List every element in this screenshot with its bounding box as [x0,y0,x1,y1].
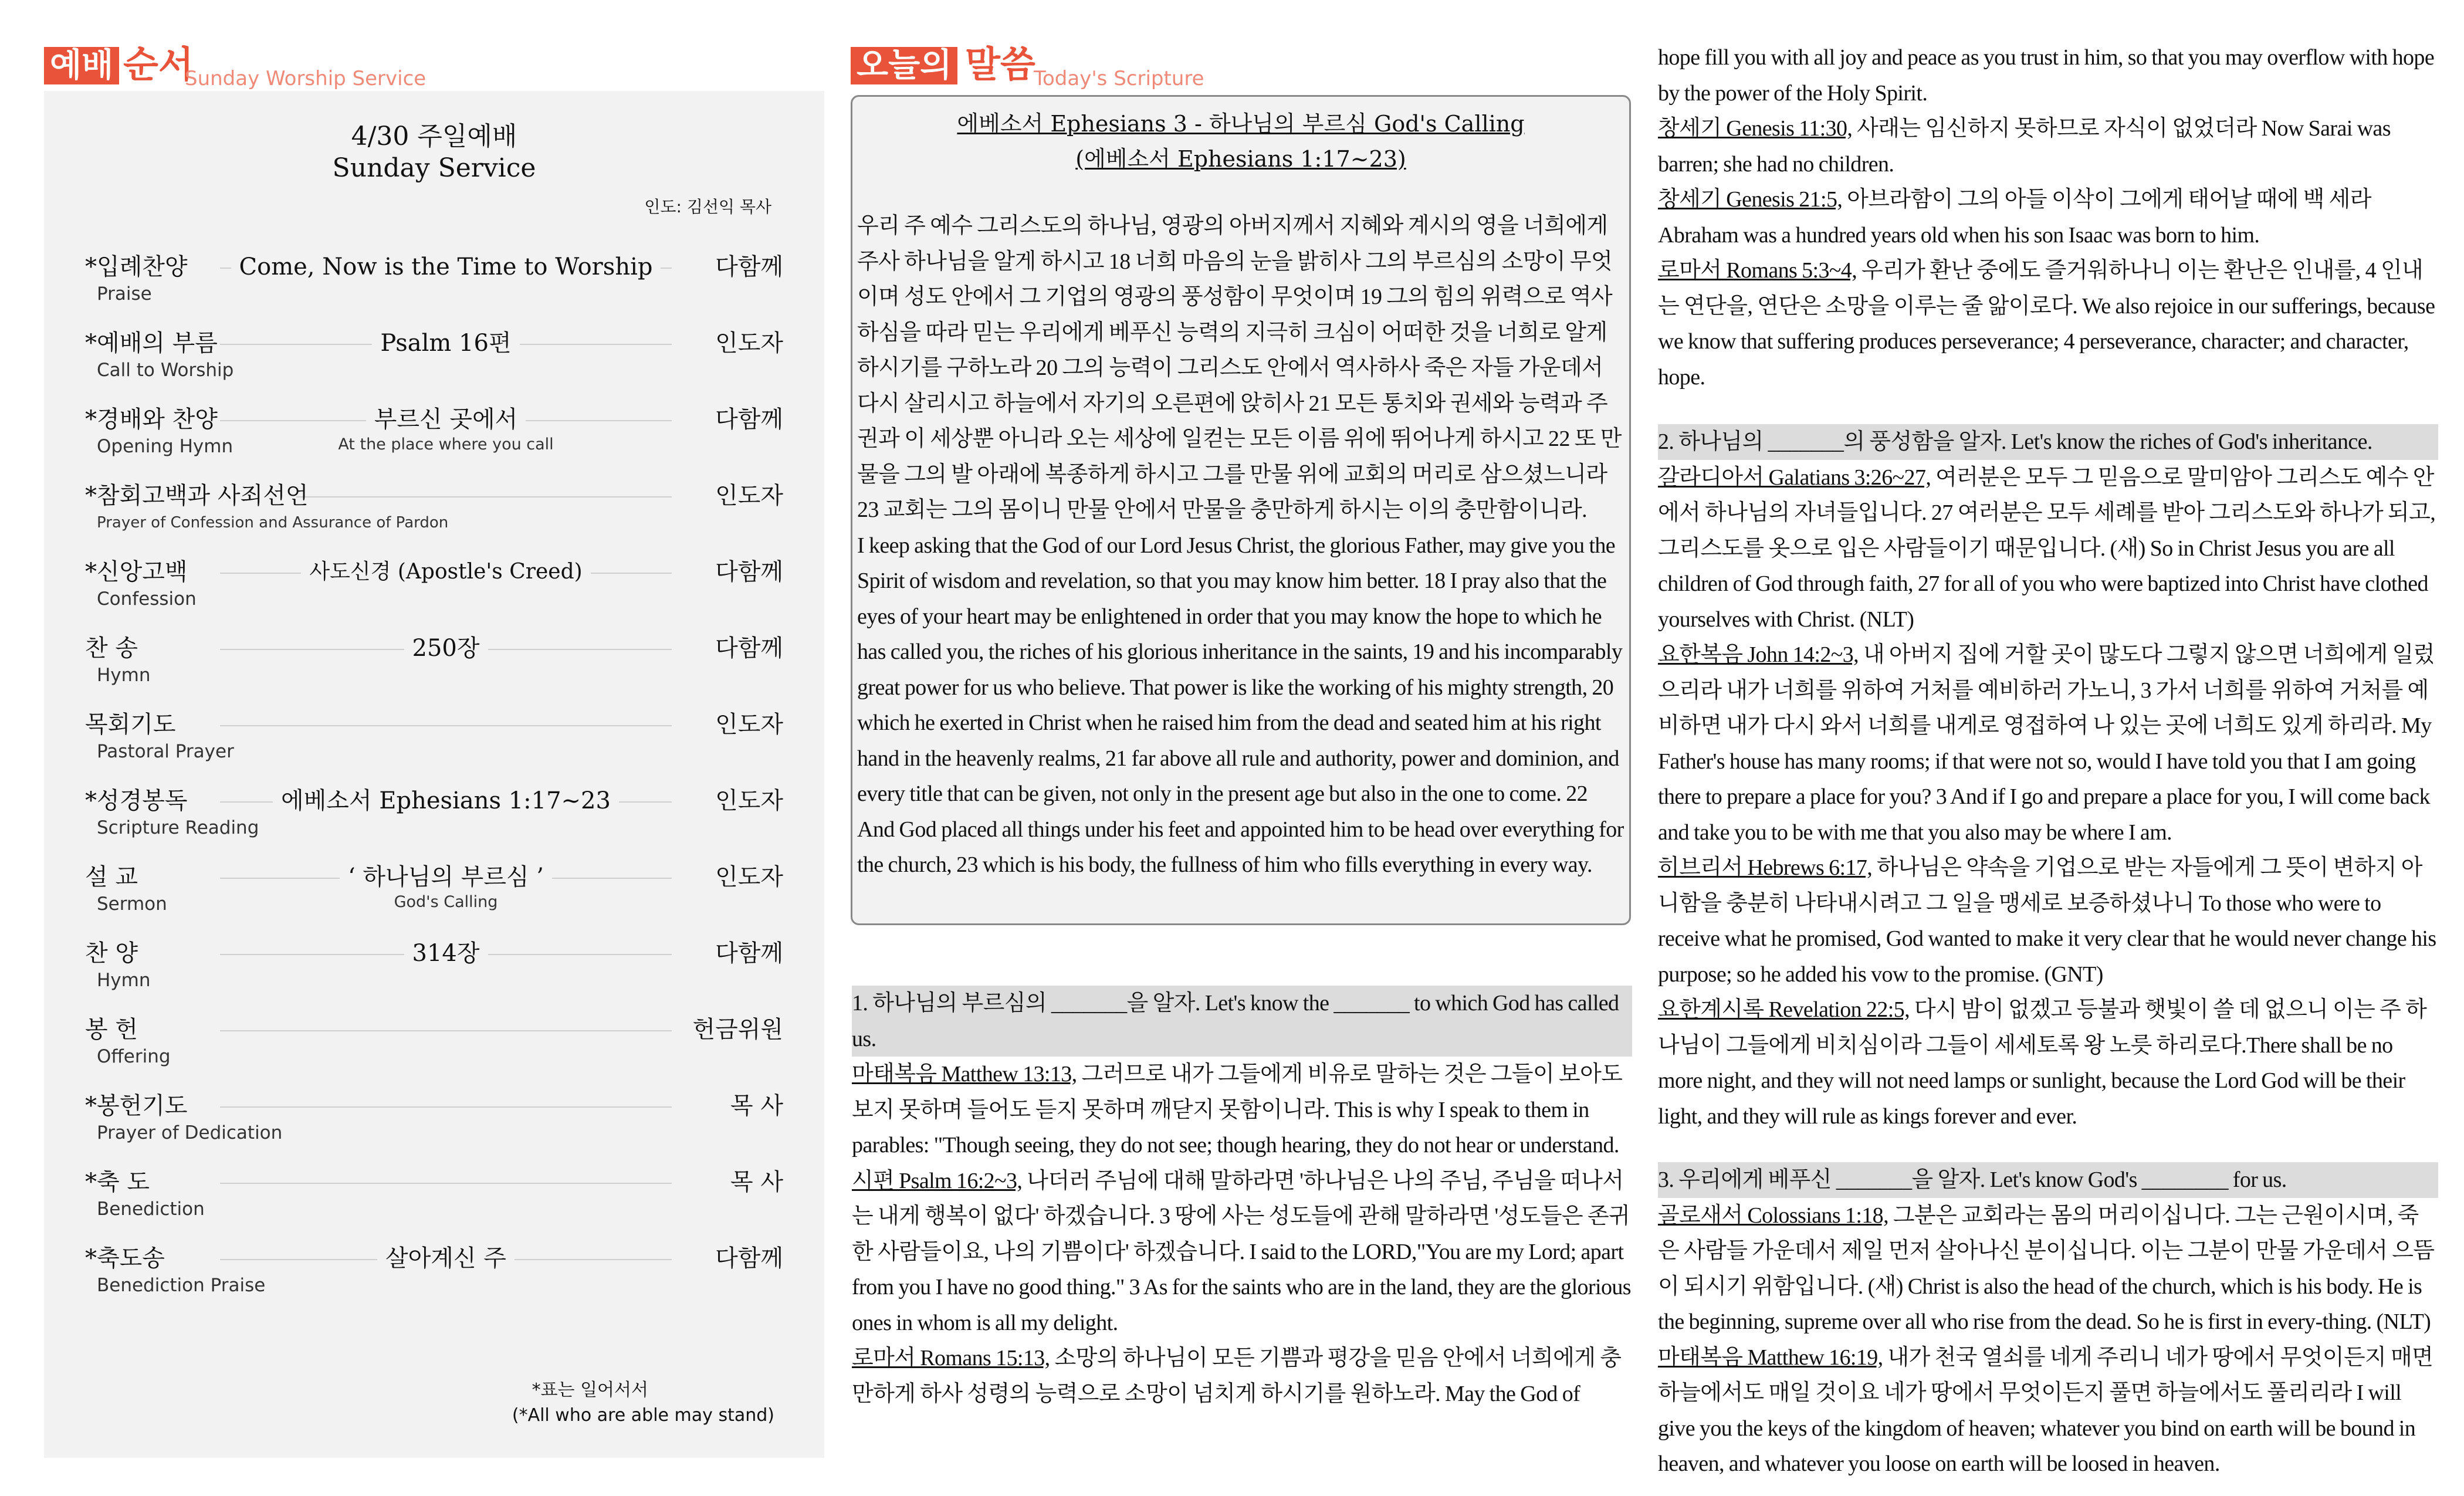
order-item-ko: 설 교 [85,864,138,891]
order-item-en: Call to Worship [97,360,234,381]
reference-label: 요한계시록 Revelation 22:5, [1658,997,1910,1022]
sermon-point-2: 2. 하나님의 _______의 풍성함을 알자. Let's know the riches of God's inheritance. [1658,424,2438,460]
order-item-who: 목 사 [730,1092,783,1119]
order-item-ko: 목회기도 [85,711,176,738]
order-item-opening-hymn [85,405,783,475]
standing-note-en: (*All who are able may stand) [512,1405,774,1426]
sermon-points-part1 [852,986,1632,1412]
sermon-points-part2 [1658,40,2438,1482]
order-item-who: 헌금위원 [692,1016,783,1043]
order-item-benediction [85,1167,783,1238]
order-item-detail: 살아계신 주 [377,1245,515,1272]
worship-order-panel [44,91,824,1458]
order-item-creed [85,557,783,628]
order-item-en: Confession [97,588,197,610]
verse-heading: 에베소서 Ephesians 3 - 하나님의 부르심 God's Calling [957,111,1525,137]
order-item-hymn-250 [85,634,783,704]
order-item-ko: *경배와 찬양 [85,406,218,433]
reference-text: 그분은 교회라는 몸의 머리이십니다. 그는 근원이시며, 죽은 사람들 가운데서 제일 먼저 살아나신 분이십니다. 이는 그분이 만물 가운데서 으뜸이 되시기 위함입니다. (새) Christ is also the head of the church, which is his body. He is the beginning, supreme over all who rise from the dead. So he is first in every-thing. (NLT) [1658,1203,2435,1334]
reference-romans-5 [1658,253,2438,395]
verse-body [857,208,1626,883]
order-item-detail: 부르신 곳에서 [366,406,526,433]
reference-colossians-1 [1658,1198,2438,1340]
order-item-hymn-314 [85,939,783,1009]
standing-note-ko: *표는 일어서서 [532,1380,648,1400]
order-item-en: Prayer of Confession and Assurance of Pardon [97,514,449,532]
order-item-ko: 봉 헌 [85,1016,138,1043]
leader-label: 인도: 김선익 목사 [644,197,771,216]
order-item-who: 다함께 [715,940,783,967]
order-item-who: 다함께 [715,635,783,662]
order-item-who: 인도자 [715,330,783,357]
reference-genesis-11 [1658,111,2438,182]
order-item-detail: Psalm 16편 [372,330,519,357]
order-item-ko: *축도송 [85,1245,165,1272]
order-item-detail: 250장 [404,635,488,662]
order-item-who: 다함께 [715,253,783,280]
worship-tag: 예배 [44,47,119,84]
order-item-praise [85,252,783,323]
reference-hebrews-6 [1658,850,2438,992]
service-date-title: 4/30 주일예배 [351,121,517,151]
order-item-who: 인도자 [715,787,783,814]
order-item-en: Opening Hymn [97,436,233,457]
order-item-who: 인도자 [715,864,783,891]
reference-label: 갈라디아서 Galatians 3:26~27, [1658,465,1931,490]
order-item-ko: 찬 송 [85,635,138,662]
reference-label: 요한복음 John 14:2~3, [1658,642,1859,667]
worship-order-header [44,41,455,88]
worship-tag-2: 순서 [123,43,194,86]
reference-label: 창세기 Genesis 11:30, [1658,116,1853,141]
order-item-detail: 314장 [404,940,488,967]
reference-label: 마태복음 Matthew 16:19, [1658,1345,1883,1370]
reference-label: 로마서 Romans 5:3~4, [1658,258,1857,283]
order-item-who: 다함께 [715,406,783,433]
reference-text: 나더러 주님에 대해 말하라면 '하나님은 나의 주님, 주님을 떠나서는 내게 행복이 없다' 하겠습니다. 3 땅에 사는 성도들에 관해 말하라면 '성도들은 존귀한 사람들이요, 나의 기쁨이다' 하겠습니다. I said to the LORD,"You are my Lord; apart from you I have no good thing." 3 As for the saints who are in the land, they are the glorious ones in whom is all my delight. [852,1168,1631,1335]
order-item-en: Benediction Praise [97,1275,266,1296]
order-item-detail: 에베소서 Ephesians 1:17~23 [273,787,619,814]
reference-text: 다시 밤이 없겠고 등불과 햇빛이 쓸 데 없으니 이는 주 하나님이 그들에게 비치심이라 그들이 세세토록 왕 노릇 하리로다.There shall be no more night, and they will not need lamps or sunlight, because the Lord God will be their light, and they will rule as kings forever and ever. [1658,997,2427,1129]
order-item-ko: *봉헌기도 [85,1092,188,1119]
order-item-ko: *신앙고백 [85,559,188,585]
reference-label: 시편 Psalm 16:2~3, [852,1168,1023,1193]
reference-text: 아브라함이 그의 아들 이삭이 그에게 태어날 때에 백 세라 Abraham was a hundred years old when his son Isaac was born to him. [1658,187,2371,248]
reference-matthew-13 [852,1057,1632,1163]
reference-revelation-22 [1658,992,2438,1134]
order-item-detail-sub: At the place where you call [338,435,554,453]
order-item-sermon [85,862,783,933]
order-item-ko: *성경봉독 [85,787,188,814]
service-title: Sunday Service [332,153,536,183]
order-item-offering [85,1015,783,1085]
order-item-en: Benediction [97,1199,205,1220]
order-item-en: Hymn [97,970,151,991]
reference-label: 창세기 Genesis 21:5, [1658,187,1843,212]
scripture-tag: 오늘의 [851,47,957,84]
order-item-ko: *입례찬양 [85,253,188,280]
sermon-point-1: 1. 하나님의 부르심의 _______을 알자. Let's know the _______ to which God has called us. [852,986,1632,1057]
main-verse-box [851,95,1631,925]
scripture-header [851,41,1320,88]
reference-galatians-3 [1658,460,2438,638]
verse-english: I keep asking that the God of our Lord Jesus Christ, the glorious Father, may give you the Spirit of wisdom and revelation, so that you may know him better. 18 I pray also that the eyes of your heart may be enlightened in order that you may know the hope to which he has called you, the riches of his glorious inheritance in the saints, 19 and his incomparably great power for us who believe. That power is like the working of his mighty strength, 20 which he exerted in Christ when he raised him from the dead and seated him at his right hand in the heavenly realms, 21 far above all rule and authority, power and dominion, and every title that can be given, not only in the present age but also in the one to come. 22 And God placed all things under his feet and appointed him to be head over everything for the church, 23 which is his body, the fullness of him who fills everything in every way. [857,533,1624,877]
order-item-who: 다함께 [715,559,783,585]
order-item-en: Hymn [97,665,151,686]
order-item-en: Prayer of Dedication [97,1122,283,1143]
verse-reference: (에베소서 Ephesians 1:17~23) [1075,146,1406,172]
reference-text: 하나님은 약속을 기업으로 받는 자들에게 그 뜻이 변하지 아니함을 충분히 나타내시려고 그 일을 맹세로 보증하셨나니 To those who were to receive what he promised, God wanted to make it very clear that he would never change his purpose; so he added his vow to the promise. (GNT) [1658,855,2436,987]
scripture-subtitle: Today's Scripture [1034,67,1204,90]
order-item-benediction-praise [85,1244,783,1314]
order-item-detail: ‘ 하나님의 부르심 ’ [340,864,552,891]
reference-text: 내 아버지 집에 거할 곳이 많도다 그렇지 않으면 너희에게 일렀으리라 내가 너희를 위하여 거처를 예비하러 가노니, 3 가서 너희를 위하여 거처를 예비하면 내가 다시 와서 너희를 내게로 영접하여 나 있는 곳에 너희도 있게 하리라. My Father's house has many rooms; if that were not so, would I have told you that I am going there to prepare a place for you? 3 And if I go and prepare a place for you, I will come back and take you to be with me that you also may be where I am. [1658,642,2435,845]
order-item-ko: *참회고백과 사죄선언 [85,482,309,509]
reference-john-14 [1658,637,2438,850]
order-item-en: Praise [97,283,152,304]
scripture-tag-2: 말씀 [965,43,1035,86]
reference-text: 내가 천국 열쇠를 네게 주리니 네가 땅에서 무엇이든지 매면 하늘에서도 매일 것이요 네가 땅에서 무엇이든지 풀면 하늘에서도 풀리리라 I will give you the keys of the kingdom of heaven; whatever you bind on earth will be bound in heaven, and whatever you loose on earth will be loosed in heaven. [1658,1345,2433,1476]
order-item-detail-sub: God's Calling [394,893,498,911]
worship-subtitle: Sunday Worship Service [185,67,427,90]
order-item-en: Scripture Reading [97,817,259,838]
order-item-en: Sermon [97,893,167,915]
order-item-detail: 사도신경 (Apostle's Creed) [301,560,590,584]
reference-romans-15-continued: hope fill you with all joy and peace as you trust in him, so that you may overflow with hope by the power of the Holy Spirit. [1658,45,2435,106]
reference-text: 소망의 하나님이 모든 기쁨과 평강을 믿음 안에서 너희에게 충만하게 하사 성령의 능력으로 소망이 넘치게 하시기를 원하노라. May the God of [852,1346,1622,1406]
order-item-ko: 찬 양 [85,940,138,967]
reference-label: 로마서 Romans 15:13, [852,1346,1050,1370]
order-item-who: 인도자 [715,482,783,509]
reference-label: 마태복음 Matthew 13:13, [852,1062,1077,1087]
reference-text: 여러분은 모두 그 믿음으로 말미암아 그리스도 예수 안에서 하나님의 자녀들입니다. 27 여러분은 모두 세례를 받아 그리스도와 하나가 되고, 그리스도를 옷으로 입은 사람들이기 때문입니다. (새) So in Christ Jesus you are all children of God through faith, 27 for all of you who were baptized into Christ have clothed yourselves with Christ. (NLT) [1658,465,2436,632]
reference-text: 사래는 임신하지 못하므로 자식이 없었더라 Now Sarai was barren; she had no children. [1658,116,2391,177]
reference-romans-15 [852,1341,1632,1412]
reference-label: 히브리서 Hebrews 6:17, [1658,855,1873,880]
reference-label: 골로새서 Colossians 1:18, [1658,1203,1888,1228]
order-item-call-to-worship [85,329,783,399]
order-item-who: 다함께 [715,1245,783,1272]
order-item-ko: *예배의 부름 [85,330,218,357]
order-item-detail: Come, Now is the Time to Worship [231,253,661,280]
sermon-point-3: 3. 우리에게 베푸신 _______을 알자. Let's know God's ________ for us. [1658,1162,2438,1198]
verse-korean: 우리 주 예수 그리스도의 하나님, 영광의 아버지께서 지혜와 계시의 영을 너희에게 주사 하나님을 알게 하시고 18 너희 마음의 눈을 밝히사 그의 부르심의 소망이 무엇이며 성도 안에서 그 기업의 영광의 풍성함이 무엇이며 19 그의 힘의 위력으로 역사하심을 따라 믿는 우리에게 베푸신 능력의 지극히 크심이 어떠한 것을 너희로 알게 하시기를 구하노라 20 그의 능력이 그리스도 안에서 역사하사 죽은 자들 가운데서 다시 살리시고 하늘에서 자기의 오른편에 앉히사 21 모든 통치와 권세와 능력과 주권과 이 세상뿐 아니라 오는 세상에 일컫는 모든 이름 위에 뛰어나게 하시고 22 또 만물을 그의 발 아래에 복종하게 하시고 그를 만물 위에 교회의 머리로 삼으셨느니라 23 교회는 그의 몸이니 만물 안에서 만물을 충만하게 하시는 이의 충만함이니라. [857,214,1622,522]
reference-genesis-21 [1658,182,2438,253]
order-item-en: Offering [97,1046,171,1067]
reference-text: 그러므로 내가 그들에게 비유로 말하는 것은 그들이 보아도 보지 못하며 들어도 듣지 못하며 깨닫지 못함이니라. This is why I speak to them in parables: "Though seeing, they do not see; though hearing, they do not hear or understand. [852,1062,1623,1157]
order-item-scripture [85,786,783,857]
order-item-who: 목 사 [730,1169,783,1196]
order-item-ko: *축 도 [85,1169,150,1196]
reference-psalm-16 [852,1163,1632,1341]
order-item-who: 인도자 [715,711,783,738]
reference-matthew-16 [1658,1340,2438,1482]
reference-text: 우리가 환난 중에도 즐거워하나니 이는 환난은 인내를, 4 인내는 연단을, 연단은 소망을 이루는 줄 앎이로다. We also rejoice in our sufferings, because we know that suffering produces perseverance; 4 perseverance, character; and character, hope. [1658,258,2435,390]
order-item-en: Pastoral Prayer [97,741,234,762]
order-item-pastoral-prayer [85,710,783,780]
order-item-dedication-prayer [85,1091,783,1162]
order-item-confession-prayer [85,481,783,551]
